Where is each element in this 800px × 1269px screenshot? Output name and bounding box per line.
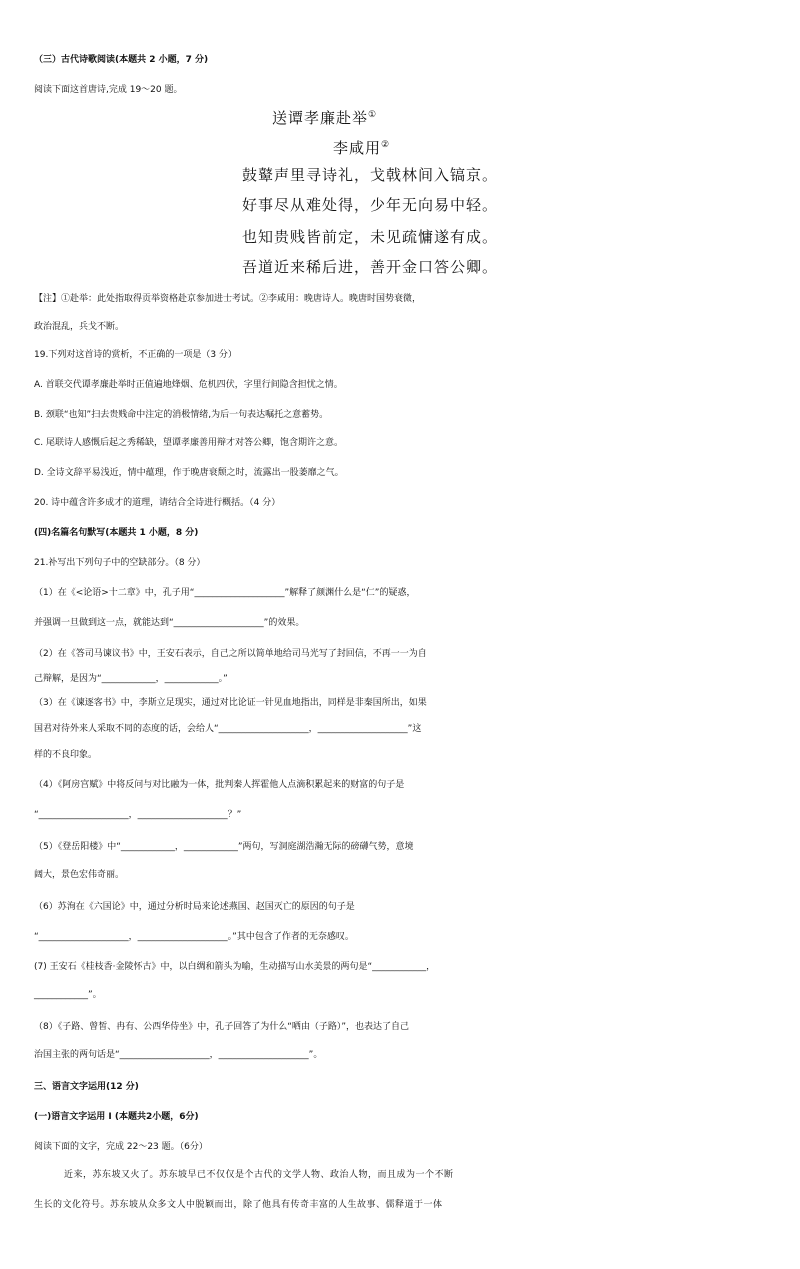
q19-option-a: A. 首联交代谭孝廉赴举时正值遍地烽烟、危机四伏，字里行间隐含担忧之情。 (34, 380, 343, 390)
q21-item-3-line-1: （3）在《谏逐客书》中，李斯立足现实，通过对比论证一针见血地指出，同样是非秦国所出，如果 (34, 698, 427, 708)
part3-sub-heading: (一)语言文字运用 I (本题共2小题，6分) (34, 1112, 199, 1122)
q19-option-c: C. 尾联诗人感慨后起之秀稀缺，望谭孝廉善用辩才对答公卿，饱含期许之意。 (34, 438, 344, 448)
q21-item-3-line-2: 国君对待外来人采取不同的态度的话，会给人“____________________，____________________”这 (34, 724, 422, 734)
q21-item-1-line-2: 并强调一旦做到这一点，就能达到“____________________”的效果。 (34, 618, 305, 628)
note-line-1: 【注】①赴举：此处指取得贡举资格赴京参加进士考试。②李咸用：晚唐诗人。晚唐时国势衰微， (34, 294, 422, 304)
poem-author-footnote-mark: ② (381, 140, 391, 150)
poem-line-2: 好事尽从难处得，少年无向易中轻。 (242, 196, 499, 214)
q19-option-b: B. 颈联“也知”扫去贵贱命中注定的消极情绪,为后一句表达嘱托之意蓄势。 (34, 410, 329, 420)
q21-item-4-line-1: （4）《阿房宫赋》中将反问与对比融为一体，批判秦人挥霍他人点滴积累起来的财富的句子是 (34, 780, 405, 790)
poem-title (272, 104, 472, 129)
poem-author-text: 李咸用 (333, 139, 382, 157)
part3-heading: 三、语言文字运用(12 分) (34, 1082, 139, 1092)
part3-instruction: 阅读下面的文字，完成 22～23 题。（6分） (34, 1142, 208, 1152)
poem-title-text: 送谭孝廉赴举 (272, 109, 369, 127)
q19-option-d: D. 全诗文辞平易浅近，情中蕴理，作于晚唐衰颓之时，流露出一股萎靡之气。 (34, 468, 344, 478)
q21-item-2-line-2: 己辩解，是因为“____________，____________。” (34, 674, 228, 684)
note-line-2: 政治混乱，兵戈不断。 (34, 322, 125, 332)
section3-instruction: 阅读下面这首唐诗,完成 19～20 题。 (34, 85, 183, 95)
q21-stem: 21.补写出下列句子中的空缺部分。（8 分） (34, 558, 206, 568)
q20-stem: 20. 诗中蕴含许多成才的道理，请结合全诗进行概括。（4 分） (34, 498, 281, 508)
q21-item-8-line-1: （8）《子路、曾皙、冉有、公西华侍坐》中，孔子回答了为什么“哂由（子路）”，也表达了自己 (34, 1022, 410, 1032)
passage-line-1: 近来，苏东坡又火了。苏东坡早已不仅仅是个古代的文学人物、政治人物，而且成为一个不断 (64, 1170, 454, 1180)
q21-item-7-line-2: ____________”。 (34, 990, 102, 1000)
q21-item-5-line-1: （5）《登岳阳楼》中“____________，____________”两句，写洞庭湖浩瀚无际的磅礴气势，意境 (34, 842, 414, 852)
q21-item-6-line-2: “____________________，____________________。”其中包含了作者的无奈感叹。 (34, 932, 354, 942)
poem-title-footnote-mark: ① (368, 110, 378, 120)
poem-line-3: 也知贵贱皆前定，未见疏慵遂有成。 (242, 228, 499, 246)
q21-item-3-line-3: 样的不良印象。 (34, 750, 98, 760)
q21-item-5-line-2: 阔大，景色宏伟奇丽。 (34, 870, 125, 880)
q19-stem: 19.下列对这首诗的赏析，不正确的一项是（3 分） (34, 350, 237, 360)
section4-heading: (四)名篇名句默写(本题共 1 小题，8 分) (34, 528, 199, 538)
q21-item-4-line-2: “____________________，____________________？” (34, 810, 242, 820)
q21-item-7-line-1: (7) 王安石《桂枝香·金陵怀古》中，以白绸和箭头为喻，生动描写山水美景的两句是“____________， (34, 962, 436, 972)
poem-author (333, 134, 473, 159)
poem-line-1: 鼓鼙声里寻诗礼，戈戟林间入镐京。 (242, 166, 499, 184)
q21-item-2-line-1: （2）在《答司马谏议书》中，王安石表示，自己之所以简单地给司马光写了封回信，不再一一为自 (34, 649, 427, 659)
q21-item-1-line-1: （1）在《<论语>十二章》中，孔子用“____________________”解释了颜渊什么是“仁”的疑惑， (34, 588, 416, 598)
q21-item-8-line-2: 治国主张的两句话是“____________________，____________________”。 (34, 1050, 323, 1060)
section3-heading: （三）古代诗歌阅读(本题共 2 小题，7 分) (34, 55, 209, 65)
q21-item-6-line-1: （6）苏洵在《六国论》中，通过分析时局来论述燕国、赵国灭亡的原因的句子是 (34, 902, 355, 912)
passage-line-2: 生长的文化符号。苏东坡从众多文人中脱颖而出，除了他具有传奇丰富的人生故事、儒释道于一体 (34, 1200, 443, 1210)
poem-line-4: 吾道近来稀后进，善开金口答公卿。 (242, 258, 499, 276)
